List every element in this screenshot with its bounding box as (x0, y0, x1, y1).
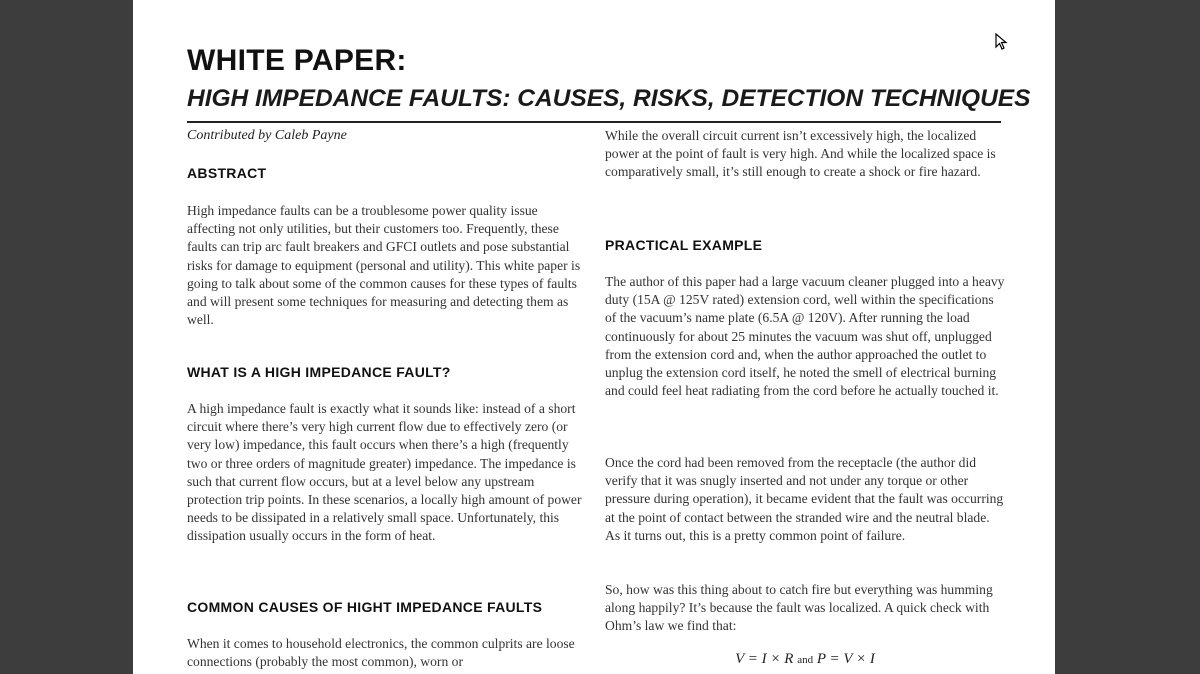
viewer-left-margin (0, 0, 133, 674)
abstract-heading: ABSTRACT (187, 165, 267, 181)
title-divider (187, 121, 1001, 123)
what-is-heading: WHAT IS A HIGH IMPEDANCE FAULT? (187, 364, 451, 380)
practical-example-paragraph-2: Once the cord had been removed from the receptacle (the author did verify that it was snugly inserted and not under any torque or other pressure during operation), it became evident that the fault was occurring at the point of contact between the stranded wire and the neutral blade. As it turns out, this is a pretty common point of failure. (605, 455, 1004, 543)
formula-and: and (797, 654, 814, 666)
common-causes-paragraph: When it comes to household electronics, the common culprits are loose connections (probably the most common), worn or (187, 636, 575, 670)
byline: Contributed by Caleb Payne (187, 128, 347, 143)
practical-example-paragraph-1: The author of this paper had a large vacuum cleaner plugged into a heavy duty (15A @ 125V rated) extension cord, well within the specifications of the vacuum’s name plate (6.5A @ 120V). After running the load continuously for about 25 minutes the vacuum was shut off, unplugged from the extension cord and, when the author approached the outlet to unplug the extension cord itself, he noted the smell of electrical burning and could feel heat radiating from the cord before he actually touched it. (605, 274, 1005, 399)
formula-power: P = V × I (816, 651, 875, 667)
mouse-pointer-icon (995, 33, 1009, 51)
what-is-paragraph: A high impedance fault is exactly what it sounds like: instead of a short circuit where there’s very high current flow due to effectively zero (or very low) impedance, this fault occurs when there’s a high (frequently two or three orders of magnitude greater) impedance. The impedance is such that current flow occurs, but at a level below any upstream protection trip points. In these scenarios, a locally high amount of power needs to be dissipated in a relatively small space. Unfortunately, this dissipation usually occurs in the form of heat. (187, 401, 582, 544)
abstract-paragraph: High impedance faults can be a troublesome power quality issue affecting not only utilities, but their customers too. Frequently, these faults can trip arc fault breakers and GFCI outlets and pose substantial risks for damage to equipment (personal and utility). This white paper is going to talk about some of the common causes for these types of faults and will present some techniques for measuring and detecting them as well. (187, 203, 581, 328)
document-page[interactable] (133, 0, 1055, 674)
document-title: WHITE PAPER: (187, 44, 407, 77)
intro-paragraph: While the overall circuit current isn’t excessively high, the localized power at the point of fault is very high. And while the localized space is comparatively small, it’s still enough to create a shock or fire hazard. (605, 128, 996, 180)
formula-voltage: V = I × R (735, 651, 794, 667)
document-subtitle: HIGH IMPEDANCE FAULTS: CAUSES, RISKS, DETECTION TECHNIQUES (187, 85, 1031, 112)
viewer-right-margin (1055, 0, 1200, 674)
common-causes-heading: COMMON CAUSES OF HIGHT IMPEDANCE FAULTS (187, 599, 543, 615)
practical-example-heading: PRACTICAL EXAMPLE (605, 237, 763, 253)
ohms-law-formula (605, 651, 1005, 668)
practical-example-paragraph-3: So, how was this thing about to catch fire but everything was humming along happily? It’s because the fault was localized. A quick check with Ohm’s law we find that: (605, 582, 993, 634)
